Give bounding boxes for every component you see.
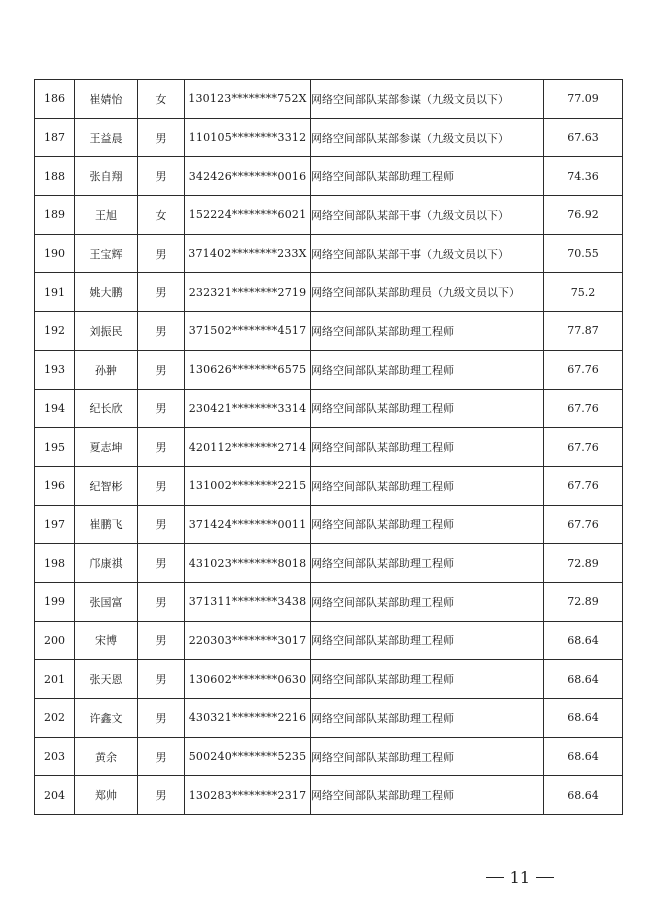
id-number-cell: 431023********8018: [185, 544, 311, 583]
table-row: [35, 621, 623, 660]
position-cell: 网络空间部队某部参谋（九级文员以下）: [311, 118, 544, 157]
table-row: [35, 660, 623, 699]
position-cell: 网络空间部队某部参谋（九级文员以下）: [311, 80, 544, 119]
id-number-cell: 130123********752X: [185, 80, 311, 119]
name-cell: 宋博: [75, 621, 138, 660]
name-cell: 张天恩: [75, 660, 138, 699]
score-cell: 67.76: [544, 428, 623, 467]
position-cell: 网络空间部队某部干事（九级文员以下）: [311, 234, 544, 273]
score-cell: 68.64: [544, 737, 623, 776]
name-cell: 王益晨: [75, 118, 138, 157]
gender-cell: 男: [138, 118, 185, 157]
candidate-table-body: [35, 80, 623, 815]
row-number-cell: 190: [35, 234, 75, 273]
table-row: [35, 273, 623, 312]
table-row: [35, 582, 623, 621]
name-cell: 崔婧怡: [75, 80, 138, 119]
position-cell: 网络空间部队某部干事（九级文员以下）: [311, 196, 544, 235]
position-cell: 网络空间部队某部助理工程师: [311, 660, 544, 699]
gender-cell: 男: [138, 428, 185, 467]
id-number-cell: 371424********0011: [185, 505, 311, 544]
id-number-cell: 430321********2216: [185, 699, 311, 738]
position-cell: 网络空间部队某部助理工程师: [311, 505, 544, 544]
score-cell: 67.76: [544, 389, 623, 428]
score-cell: 77.09: [544, 80, 623, 119]
score-cell: 67.76: [544, 505, 623, 544]
row-number-cell: 196: [35, 466, 75, 505]
position-cell: 网络空间部队某部助理工程师: [311, 157, 544, 196]
score-cell: 67.76: [544, 466, 623, 505]
score-cell: 75.2: [544, 273, 623, 312]
name-cell: 崔鹏飞: [75, 505, 138, 544]
page-number-left-dash: [486, 877, 504, 878]
score-cell: 77.87: [544, 312, 623, 351]
id-number-cell: 220303********3017: [185, 621, 311, 660]
name-cell: 王宝辉: [75, 234, 138, 273]
gender-cell: 男: [138, 234, 185, 273]
table-row: [35, 428, 623, 467]
id-number-cell: 371311********3438: [185, 582, 311, 621]
table-row: [35, 196, 623, 235]
score-cell: 67.76: [544, 350, 623, 389]
name-cell: 郑帅: [75, 776, 138, 815]
gender-cell: 男: [138, 582, 185, 621]
gender-cell: 男: [138, 544, 185, 583]
table-row: [35, 350, 623, 389]
score-cell: 72.89: [544, 544, 623, 583]
position-cell: 网络空间部队某部助理工程师: [311, 350, 544, 389]
gender-cell: 男: [138, 699, 185, 738]
row-number-cell: 193: [35, 350, 75, 389]
score-cell: 68.64: [544, 660, 623, 699]
name-cell: 张国富: [75, 582, 138, 621]
score-cell: 74.36: [544, 157, 623, 196]
position-cell: 网络空间部队某部助理工程师: [311, 582, 544, 621]
gender-cell: 男: [138, 621, 185, 660]
row-number-cell: 199: [35, 582, 75, 621]
score-cell: 76.92: [544, 196, 623, 235]
name-cell: 纪智彬: [75, 466, 138, 505]
id-number-cell: 131002********2215: [185, 466, 311, 505]
candidate-table: [34, 79, 623, 815]
table-row: [35, 737, 623, 776]
id-number-cell: 371402********233X: [185, 234, 311, 273]
gender-cell: 男: [138, 505, 185, 544]
gender-cell: 女: [138, 196, 185, 235]
id-number-cell: 130602********0630: [185, 660, 311, 699]
id-number-cell: 371502********4517: [185, 312, 311, 351]
row-number-cell: 204: [35, 776, 75, 815]
position-cell: 网络空间部队某部助理工程师: [311, 312, 544, 351]
name-cell: 姚大鹏: [75, 273, 138, 312]
row-number-cell: 192: [35, 312, 75, 351]
gender-cell: 男: [138, 350, 185, 389]
gender-cell: 男: [138, 737, 185, 776]
table-row: [35, 544, 623, 583]
position-cell: 网络空间部队某部助理工程师: [311, 737, 544, 776]
table-row: [35, 505, 623, 544]
position-cell: 网络空间部队某部助理工程师: [311, 621, 544, 660]
id-number-cell: 130626********6575: [185, 350, 311, 389]
page-number: 11: [509, 868, 530, 887]
id-number-cell: 230421********3314: [185, 389, 311, 428]
score-cell: 68.64: [544, 776, 623, 815]
table-row: [35, 234, 623, 273]
row-number-cell: 189: [35, 196, 75, 235]
row-number-cell: 198: [35, 544, 75, 583]
name-cell: 张自翔: [75, 157, 138, 196]
row-number-cell: 188: [35, 157, 75, 196]
name-cell: 孙翀: [75, 350, 138, 389]
row-number-cell: 200: [35, 621, 75, 660]
id-number-cell: 110105********3312: [185, 118, 311, 157]
name-cell: 邝康祺: [75, 544, 138, 583]
position-cell: 网络空间部队某部助理工程师: [311, 466, 544, 505]
gender-cell: 男: [138, 466, 185, 505]
row-number-cell: 186: [35, 80, 75, 119]
page-footer: [486, 868, 554, 887]
position-cell: 网络空间部队某部助理员（九级文员以下）: [311, 273, 544, 312]
name-cell: 纪长欣: [75, 389, 138, 428]
position-cell: 网络空间部队某部助理工程师: [311, 389, 544, 428]
gender-cell: 男: [138, 660, 185, 699]
table-row: [35, 157, 623, 196]
score-cell: 68.64: [544, 621, 623, 660]
id-number-cell: 500240********5235: [185, 737, 311, 776]
name-cell: 王旭: [75, 196, 138, 235]
table-row: [35, 699, 623, 738]
row-number-cell: 197: [35, 505, 75, 544]
table-row: [35, 776, 623, 815]
table-row: [35, 466, 623, 505]
gender-cell: 男: [138, 776, 185, 815]
position-cell: 网络空间部队某部助理工程师: [311, 428, 544, 467]
gender-cell: 女: [138, 80, 185, 119]
row-number-cell: 201: [35, 660, 75, 699]
id-number-cell: 152224********6021: [185, 196, 311, 235]
table-row: [35, 80, 623, 119]
gender-cell: 男: [138, 389, 185, 428]
gender-cell: 男: [138, 273, 185, 312]
score-cell: 68.64: [544, 699, 623, 738]
score-cell: 72.89: [544, 582, 623, 621]
page-number-right-dash: [536, 877, 554, 878]
row-number-cell: 203: [35, 737, 75, 776]
row-number-cell: 195: [35, 428, 75, 467]
position-cell: 网络空间部队某部助理工程师: [311, 699, 544, 738]
table-row: [35, 389, 623, 428]
table-row: [35, 118, 623, 157]
name-cell: 许鑫文: [75, 699, 138, 738]
name-cell: 刘振民: [75, 312, 138, 351]
row-number-cell: 202: [35, 699, 75, 738]
name-cell: 夏志坤: [75, 428, 138, 467]
score-cell: 70.55: [544, 234, 623, 273]
row-number-cell: 187: [35, 118, 75, 157]
table-row: [35, 312, 623, 351]
gender-cell: 男: [138, 157, 185, 196]
position-cell: 网络空间部队某部助理工程师: [311, 776, 544, 815]
id-number-cell: 420112********2714: [185, 428, 311, 467]
position-cell: 网络空间部队某部助理工程师: [311, 544, 544, 583]
id-number-cell: 130283********2317: [185, 776, 311, 815]
id-number-cell: 232321********2719: [185, 273, 311, 312]
row-number-cell: 194: [35, 389, 75, 428]
row-number-cell: 191: [35, 273, 75, 312]
id-number-cell: 342426********0016: [185, 157, 311, 196]
gender-cell: 男: [138, 312, 185, 351]
score-cell: 67.63: [544, 118, 623, 157]
name-cell: 黄余: [75, 737, 138, 776]
